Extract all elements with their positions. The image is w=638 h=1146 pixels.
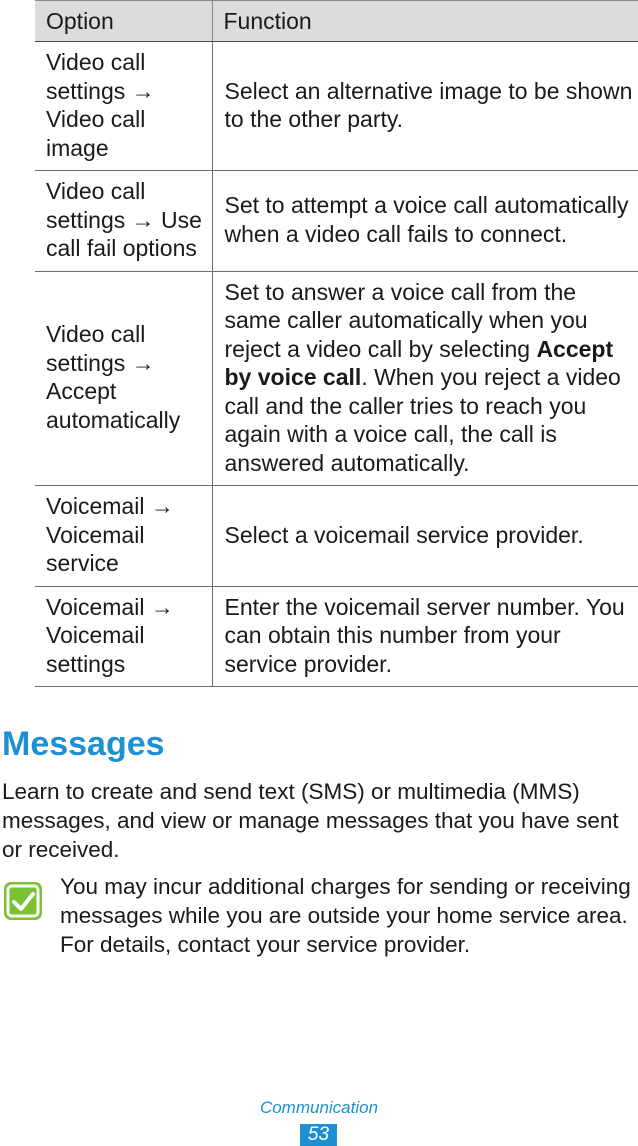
function-text: . When you reject a video call and the caller tries to reach you again with a voice call, the call is answered automatically. [224,364,621,476]
function-text: Select an alternative image to be shown to the other party. [224,77,633,132]
page-number: 53 [300,1124,337,1146]
option-cell: Video call settings → Use call fail options [35,171,212,272]
function-text: Enter the voicemail server number. You can obtain this number from your service provider. [224,593,625,677]
table-row [35,171,638,272]
option-cell: Video call settings → Video call image [35,42,212,171]
footer-section-label: Communication [259,1098,379,1117]
table-row [35,42,638,171]
function-cell [212,171,638,272]
function-cell [212,586,638,687]
header-option: Option [35,1,212,42]
option-cell: Voicemail → Voicemail service [35,486,212,587]
section-intro: Learn to create and send text (SMS) or multimedia (MMS) messages, and view or manage messages that you have sent or received. [2,779,619,862]
function-cell [212,486,638,587]
function-cell [212,42,638,171]
header-function: Function [212,1,638,42]
table-row [35,486,638,587]
function-text: Select a voicemail service provider. [224,521,584,548]
function-cell [212,271,638,486]
section-title: Messages [2,725,165,763]
option-cell: Video call settings → Accept automatically [35,271,212,486]
note-text: You may incur additional charges for sending or receiving messages while you are outside your home service area. For details, contact your service provider. [60,874,631,957]
options-table [35,0,638,687]
function-text-bold: Accept by voice call [224,335,614,390]
table-row [35,586,638,687]
function-text: Set to attempt a voice call automatically when a video call fails to connect. [224,192,629,247]
table-row [35,271,638,486]
function-text: Set to answer a voice call from the same caller automatically when you reject a video call by selecting [224,278,588,362]
note-checkmark-icon [2,880,46,924]
option-cell: Voicemail → Voicemail settings [35,586,212,687]
table-header-row [35,1,638,42]
